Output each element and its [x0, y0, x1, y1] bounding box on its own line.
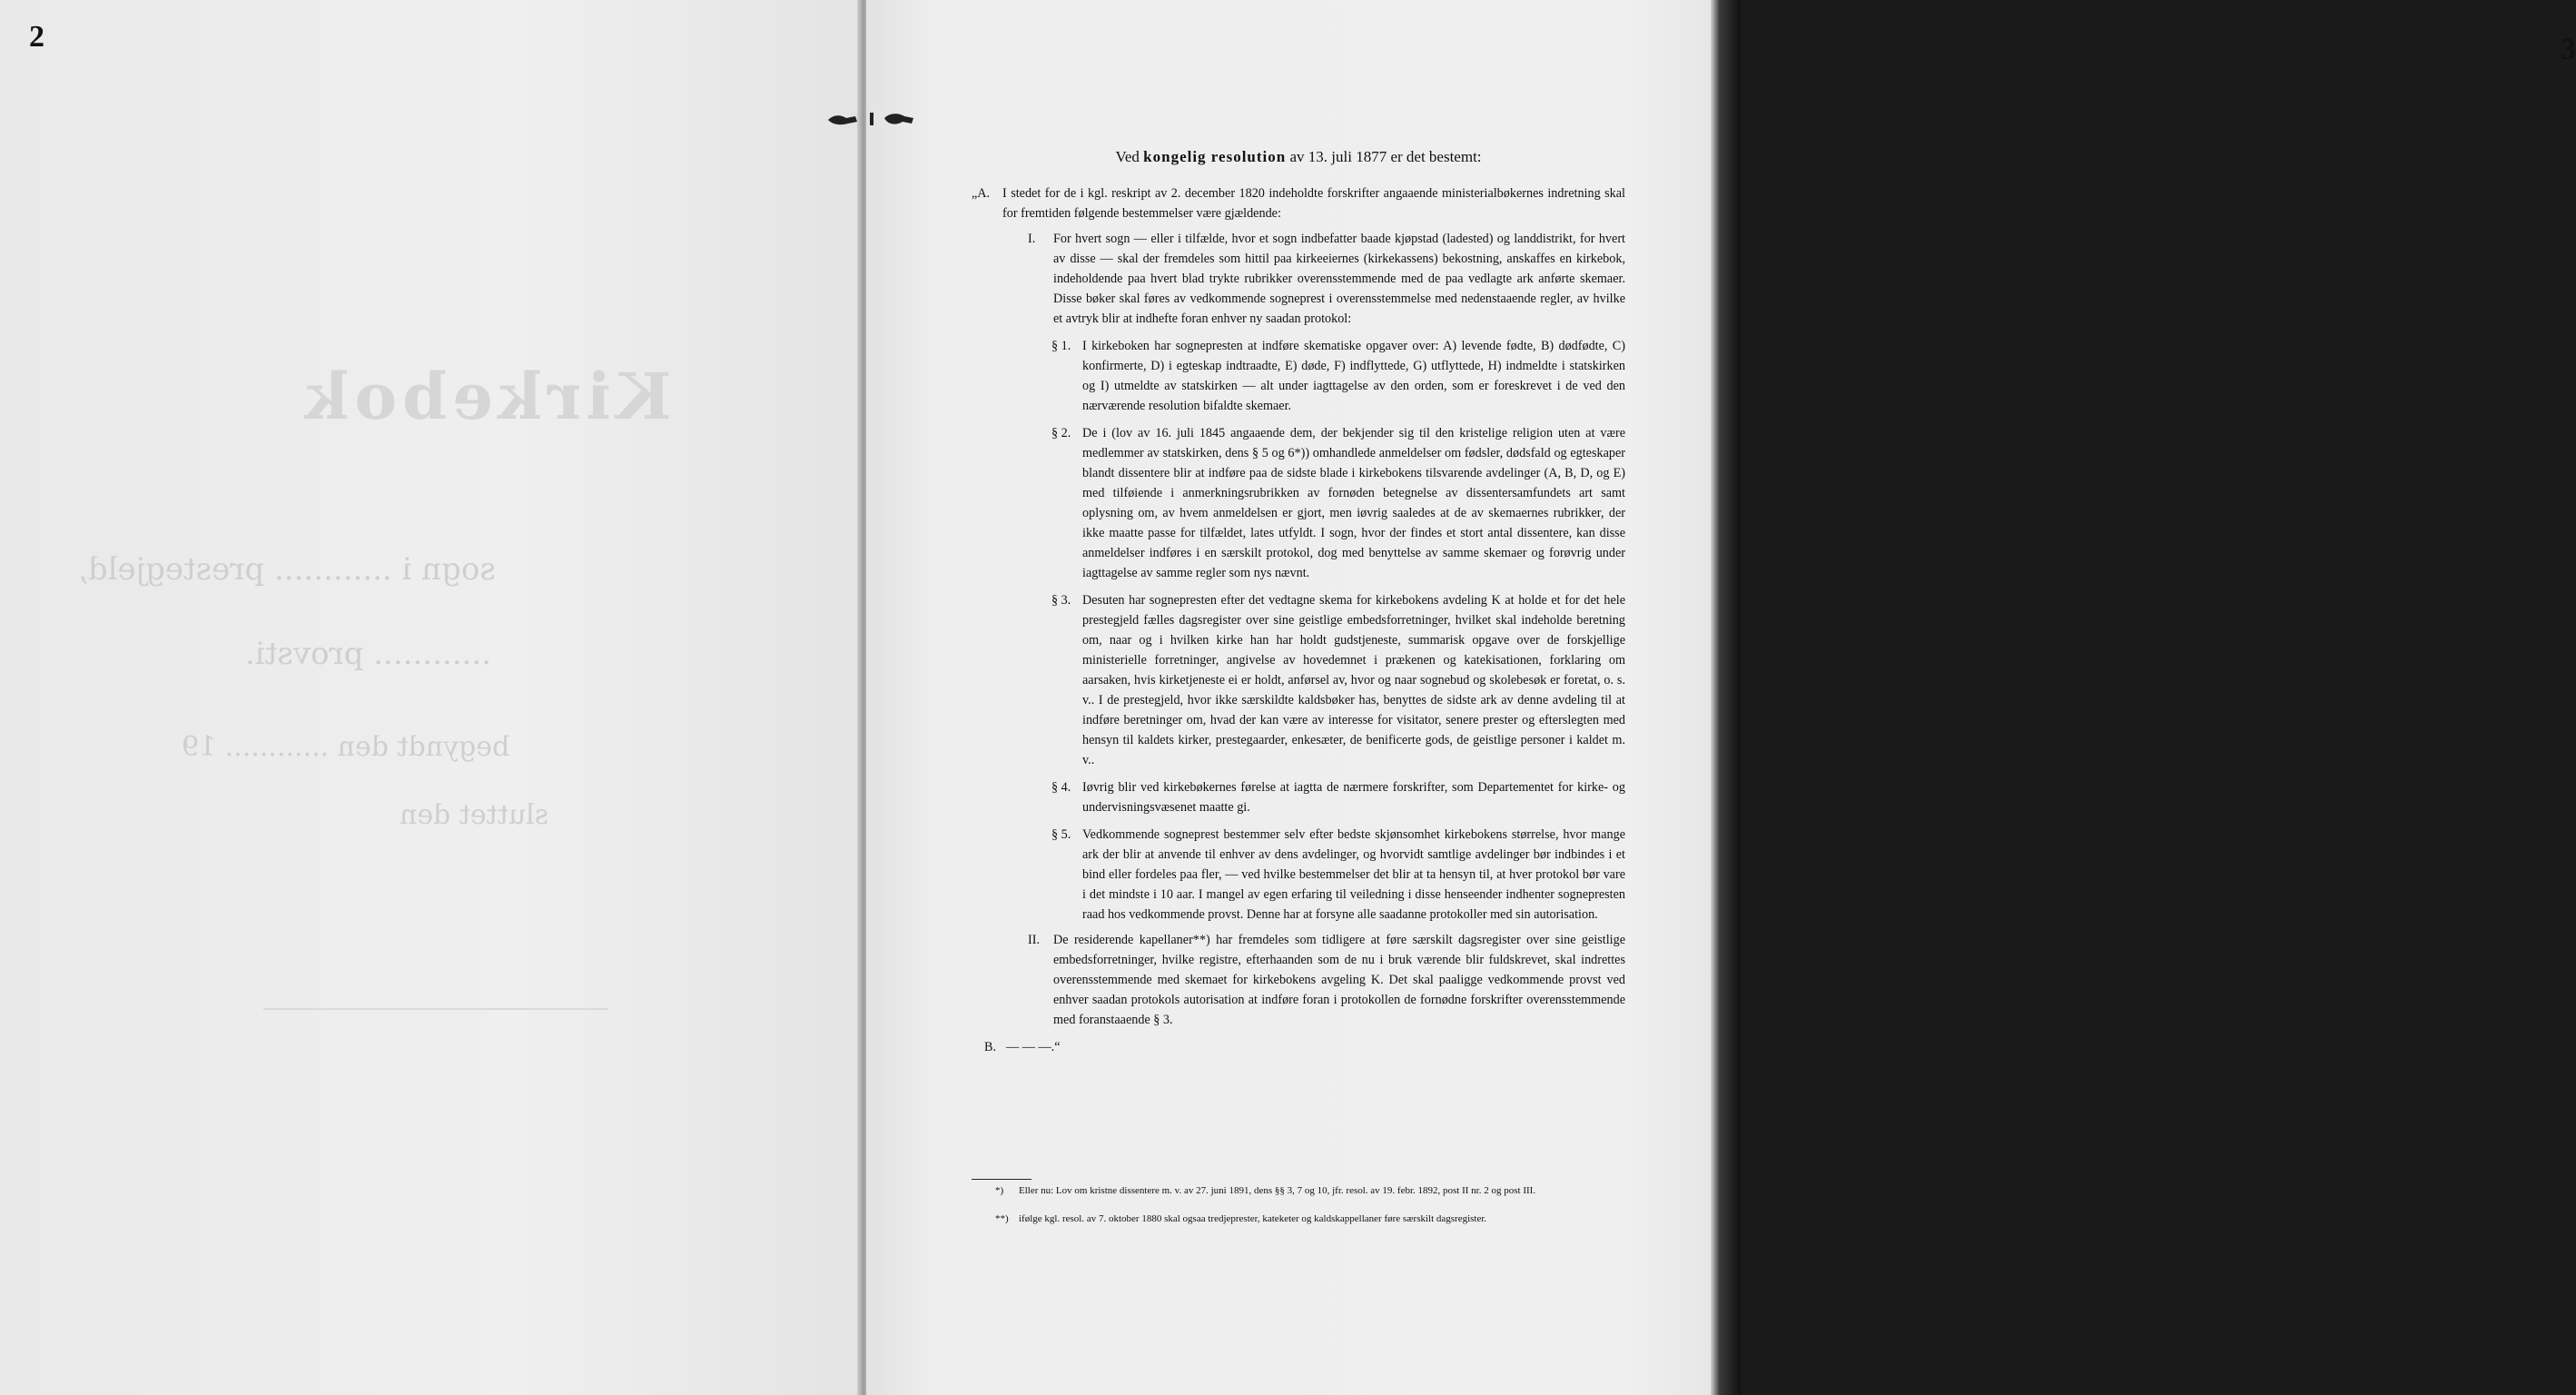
section-a — [972, 183, 1625, 223]
heading-pre: Ved — [1115, 148, 1140, 165]
bleed-through-line: sluttet den — [400, 799, 549, 831]
paragraph-label: § 4. — [1051, 780, 1071, 795]
paragraph-text: Vedkommende sogneprest bestemmer selv efter bedste skjønsomhet kirkebokens størrelse, hvor mange ark der blir at anvende til enhver av dens avdelinger, og hvorvidt samtlige avdelinger bør indbindes i et bind eller fordeles paa fler, — ved hvilke bestemmelser det blir at ta hensyn til, at hver protokol bør vare i det mindste i 10 aar. I mangel av egen erfaring til veiledning i disse henseender indhenter sognepresten raad hos vedkommende provst. Denne har at forsyne alle saadanne protokoller med sin autorisation. — [1082, 827, 1625, 922]
bleed-through-rule — [263, 1008, 608, 1010]
bleed-through-line: ............ provsti. — [245, 636, 491, 672]
page-number-left: 2 — [29, 20, 44, 54]
footnote-text: Eller nu: Lov om kristne dissentere m. v. av 27. juni 1891, dens §§ 3, 7 og 10, jfr. resol. av 19. febr. 1892, post II nr. 2 og post III. — [1019, 1185, 1536, 1196]
footnote — [995, 1185, 1631, 1197]
heading-post: av 13. juli 1877 er det bestemt: — [1289, 148, 1482, 165]
paragraph-label: § 3. — [1051, 593, 1071, 608]
left-page — [0, 0, 861, 1395]
section-ii — [1028, 930, 1625, 1030]
ornament-mark — [824, 107, 923, 129]
bleed-through-title: Kirkebok — [300, 359, 672, 434]
footnote-label: **) — [995, 1213, 1009, 1224]
paragraph-text: Iøvrig blir ved kirkebøkernes førelse at iagtta de nærmere forskrifter, som Departementet for kirke- og undervisningsvæsenet maatte gi. — [1082, 780, 1625, 815]
footnote — [995, 1213, 1631, 1225]
page-edge-shadow — [1711, 0, 1741, 1395]
heading-bold: kongelig resolution — [1143, 148, 1287, 165]
bleed-through-line: begyndt den ............ 19 — [182, 731, 510, 763]
resolution-document — [972, 147, 1625, 1057]
paragraph-label: § 1. — [1051, 339, 1071, 353]
paragraph-1 — [1051, 336, 1625, 416]
footnote-label: *) — [995, 1185, 1004, 1196]
section-label: I. — [1028, 232, 1036, 246]
paragraph-label: § 2. — [1051, 426, 1071, 440]
paragraph-2 — [1051, 423, 1625, 583]
section-b — [984, 1037, 1625, 1057]
bleed-through-line: sogn i ............ prestegjeld, — [78, 551, 496, 588]
section-text: For hvert sogn — eller i tilfælde, hvor et sogn indbefatter baade kjøpstad (ladested) og landdistrikt, for hvert av disse — skal der fremdeles som hittil paa kirkeeiernes (kirkekassens) bekostning, anskaffes en kirkebok, indeholdende paa hvert blad trykte rubrikker overensstemmende med de paa vedlagte ark anførte skemaer. Disse bøker skal føres av vedkommende sogneprest i overensstemmelse med nedenstaaende regler, av hvilke et avtryk blir at indhefte foran enhver ny saadan protokol: — [1053, 232, 1625, 326]
paragraph-text: Desuten har sognepresten efter det vedtagne skema for kirkebokens avdeling K at holde et for det hele prestegjeld fælles dagsregister over sine geistlige embedsforretninger, hvilket skal indeholde beretning om, naar og i hvilken kirke han har holdt gudstjeneste, summarisk opgave over de forskjellige ministerielle forretninger, angivelse av hovedemnet i prækenen og katekisationen, forklaring om aarsaken, hvis kirketjeneste ei er holdt, anførsel av, hvor og naar sognebud og skolebesøk er foretat, o. s. v.. I de prestegjeld, hvor ikke særskildte kaldsbøker has, benyttes de sidste ark av denne avdeling til at indføre beretninger om, hvad der kan være av interesse for visitator, senere prester og efterslegten med hensyn til kaldets kirker, prestegaarder, enkesæter, de benificerte gods, de geistlige personer i kaldet m. v.. — [1082, 593, 1625, 767]
section-text: De residerende kapellaner**) har fremdeles som tidligere at føre særskilt dagsregister over sine geistlige embedsforretninger, hvilke registre, efterhaanden som de nu i bruk værende blir fuldskrevet, skal indrettes overensstemmende med skemaet for kirkebokens avgeling K. Det skal paaligge vedkommende provst ved enhver saadan protokols autorisation at indføre foran i protokollen de fornødne forskrifter overensstemmende med foranstaaende § 3. — [1053, 933, 1625, 1027]
page-number-right: 3 — [2561, 33, 2576, 66]
paragraph-text: I kirkeboken har sognepresten at indføre skematiske opgaver over: A) levende fødte, B) dødfødte, C) konfirmerte, D) i egteskap indtraadte, E) døde, F) indflyttede, G) utflyttede, H) indmeldte i statskirken og I) utmeldte av statskirken — alt under iagttagelse av den orden, som er foreskrevet i de ved den nærværende resolution bifaldte skemaer. — [1082, 339, 1625, 413]
paragraph-text: De i (lov av 16. juli 1845 angaaende dem, der bekjender sig til den kristelige religion uten at være medlemmer av statskirken, dens § 5 og 6*)) omhandlede anmeldelser om fødsler, dødsfald og egteskaper blandt dissentere blir at indføre paa de sidste blade i kirkebokens tilsvarende avdelinger (A, B, D, og E) med tilføiende i anmerkningsrubrikken av fornøden betegnelse av dissentersamfundets art samt oplysning om, av hvem anmeldelsen er gjort, men iøvrig saaledes at de av skemaernes rubrikker, der ikke maatte passe for tilfældet, lates utfyldt. I sogn, hvor der findes et stort antal dissentere, kan disse anmeldelser indføres i en særskilt protokol, dog med benyttelse av samme skemaer og forøvrig under iagttagelse av samme regler som nys nævnt. — [1082, 426, 1625, 580]
document-heading — [972, 147, 1625, 167]
section-label: B. — [984, 1040, 997, 1054]
footnote-text: ifølge kgl. resol. av 7. oktober 1880 skal ogsaa tredjeprester, kateketer og kaldskappellaner føre særskilt dagsregister. — [1019, 1213, 1487, 1224]
paragraph-4 — [1051, 777, 1625, 817]
paragraph-5 — [1051, 825, 1625, 925]
section-i — [1028, 229, 1625, 329]
section-text: I stedet for de i kgl. reskript av 2. december 1820 indeholdte forskrifter angaaende ministerialbøkernes indretning skal for fremtiden følgende bestemmelser være gjældende: — [1002, 186, 1625, 221]
section-label: „A. — [972, 186, 991, 201]
section-text: — — —.“ — [1006, 1040, 1061, 1054]
paragraph-3 — [1051, 590, 1625, 770]
paragraph-label: § 5. — [1051, 827, 1071, 842]
section-label: II. — [1028, 933, 1040, 947]
footnote-rule — [972, 1179, 1031, 1180]
